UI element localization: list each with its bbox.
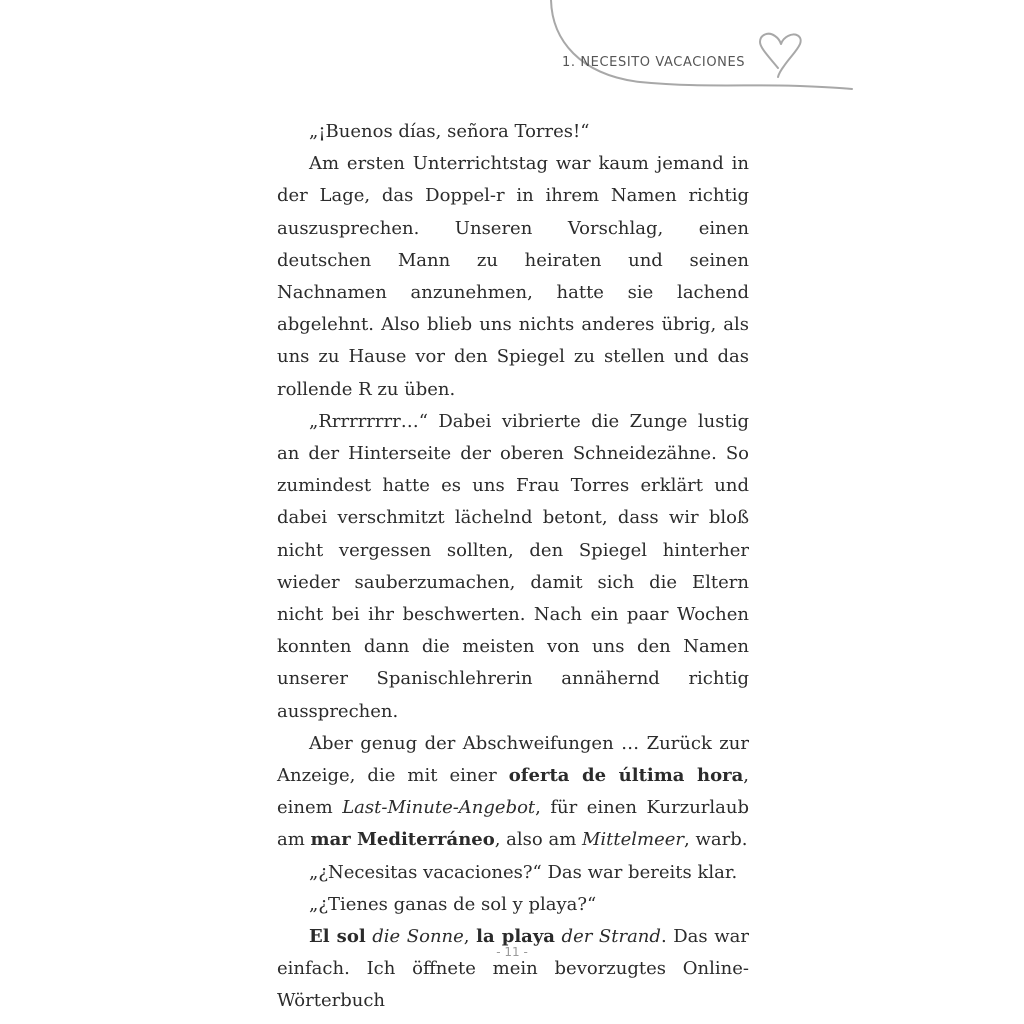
text-run: „¿Tienes ganas de sol y playa?“: [309, 893, 597, 915]
text-run: „¿Necesitas vacaciones?“ Das war bereits klar.: [309, 861, 738, 883]
heart-icon: [760, 34, 801, 77]
paragraph: [277, 116, 749, 148]
paragraph: [277, 889, 749, 921]
paragraph: [277, 406, 749, 728]
italic-translation: die Sonne: [372, 926, 464, 948]
text-run: [555, 926, 562, 947]
text-run: Aber genug der Abschweifungen … Zurück zur Anzeige, die mit einer: [277, 732, 749, 787]
chapter-title: 1. NECESITO VACACIONES: [562, 55, 746, 70]
ornament-curve: [551, 0, 852, 89]
body-text: [277, 116, 749, 1018]
paragraph: [277, 857, 749, 889]
paragraph: [277, 728, 749, 857]
bold-term: mar Mediterráneo: [310, 829, 495, 851]
italic-translation: Last-Minute-Angebot: [342, 797, 536, 819]
bold-term: oferta de última hora: [508, 765, 744, 787]
text-run: ,: [463, 926, 477, 948]
text-run: „Rrrrrrrrr…“ Dabei vibrierte die Zunge lustig an der Hinterseite der oberen Schneidezähne. So zumindest hatte es uns Frau Torres erklärt und dabei verschmitzt lächelnd betont, dass wir bloß nicht vergessen sollten, den Spiegel hinterher wieder sauberzumachen, damit sich die Eltern nicht bei ihr beschwerten. Nach ein paar Wochen konnten dann die meisten von uns den Namen unserer Spanischlehrerin annähernd richtig aussprechen.: [277, 410, 749, 722]
text-run: , einem: [277, 765, 749, 819]
bold-term: la playa: [476, 926, 555, 948]
text-run: . Das war einfach. Ich öffnete mein bevorzugtes Online-Wörterbuch: [277, 926, 749, 1012]
page-number: - 11 -: [496, 945, 528, 959]
text-run: , warb.: [684, 829, 748, 851]
text-run: Am ersten Unterrichtstag war kaum jemand in der Lage, das Doppel-r in ihrem Namen richtig auszusprechen. Unseren Vorschlag, einen deutschen Mann zu heiraten und seinen Nachnamen anzunehmen, hatte sie lachend abgelehnt. Also blieb uns nichts anderes übrig, als uns zu Hause vor den Spiegel zu stellen und das rollende R zu üben.: [277, 153, 749, 400]
paragraph: [277, 921, 749, 1018]
bold-term: El sol: [309, 926, 366, 948]
text-run: , also am: [494, 829, 582, 851]
italic-translation: Mittelmeer: [581, 829, 685, 851]
paragraph: [277, 148, 749, 406]
italic-translation: der Strand: [561, 926, 661, 948]
text-run: , für einen Kurzurlaub am: [277, 797, 749, 851]
text-run: „¡Buenos días, señora Torres!“: [309, 121, 590, 142]
